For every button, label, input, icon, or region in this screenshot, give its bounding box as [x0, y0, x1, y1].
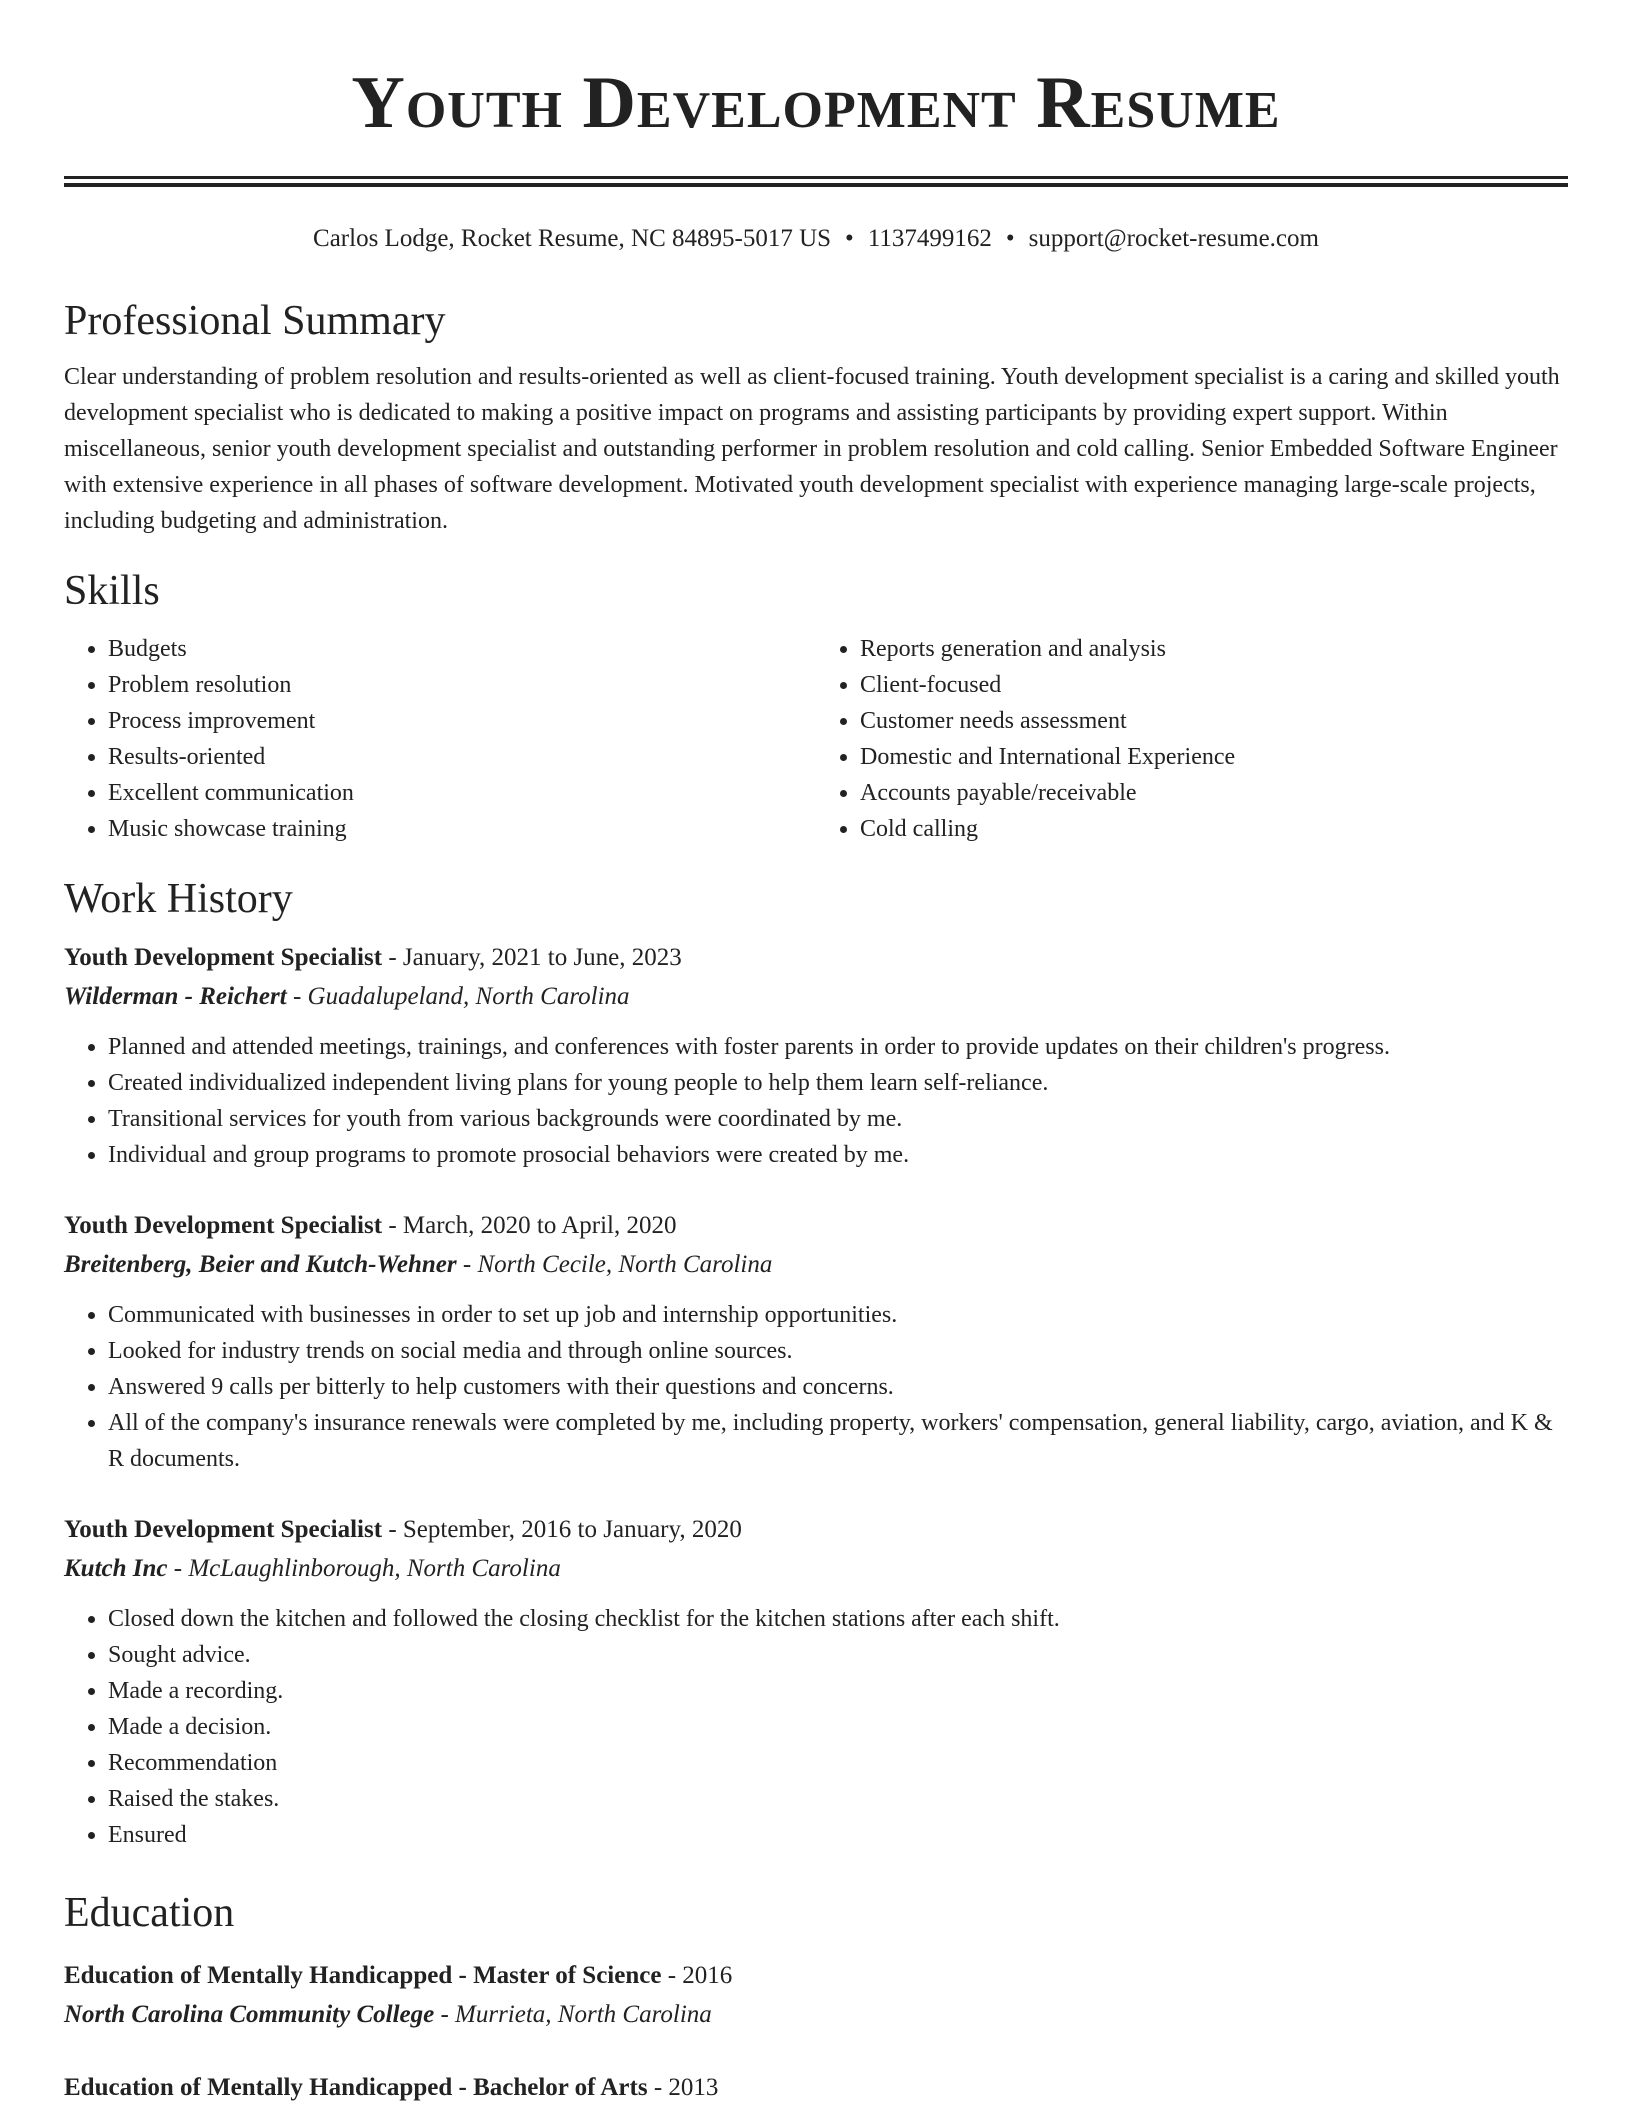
job-title: Youth Development Specialist [64, 1516, 383, 1543]
education-header [64, 1957, 1568, 1995]
skill-item: • Cold calling [860, 811, 1568, 847]
skills-column-right [816, 631, 1568, 847]
skill-item: • Excellent communication [108, 775, 816, 811]
education-header [64, 2069, 1568, 2107]
contact-address: Carlos Lodge, Rocket Resume, NC 84895-5017 US [313, 225, 832, 252]
job-bullet: • Ensured [108, 1817, 1568, 1853]
title-divider [64, 176, 1568, 187]
job-header [64, 1207, 1568, 1245]
summary-heading: Professional Summary [64, 298, 446, 344]
education-location: - Murrieta, North Carolina [434, 2001, 712, 2028]
job-title: Youth Development Specialist [64, 1212, 383, 1239]
education-entry [64, 1957, 1568, 2035]
job-header [64, 1511, 1568, 1549]
skill-item: • Accounts payable/receivable [860, 775, 1568, 811]
job-bullet: • Looked for industry trends on social media and through online sources. [108, 1333, 1568, 1369]
job-bullet: • All of the company's insurance renewals were completed by me, including property, workers' compensation, general liability, cargo, aviation, and K & R documents. [108, 1405, 1568, 1477]
contact-line [64, 223, 1568, 255]
contact-email: support@rocket-resume.com [1028, 225, 1319, 252]
skill-item: • Problem resolution [108, 667, 816, 703]
contact-separator: • [1005, 225, 1015, 252]
job-dates: - September, 2016 to January, 2020 [382, 1516, 742, 1543]
skill-item: • Client-focused [860, 667, 1568, 703]
job-employer [64, 1245, 1568, 1285]
job-bullet: • Transitional services for youth from various backgrounds were coordinated by me. [108, 1101, 1568, 1137]
job-bullets [64, 1601, 1568, 1853]
job-bullet: • Individual and group programs to promote prosocial behaviors were created by me. [108, 1137, 1568, 1173]
skills-column-left [64, 631, 816, 847]
job-company: Kutch Inc [64, 1555, 168, 1582]
contact-phone: 1137499162 [867, 225, 992, 252]
education-degree: Education of Mentally Handicapped - Bachelor of Arts [64, 2074, 648, 2101]
job-employer [64, 1549, 1568, 1589]
job-entry [64, 1207, 1568, 1477]
skill-item: • Budgets [108, 631, 816, 667]
education-heading: Education [64, 1890, 235, 1936]
job-company: Breitenberg, Beier and Kutch-Wehner [64, 1251, 457, 1278]
education-school: North Carolina Community College [64, 2001, 435, 2028]
job-entry [64, 1511, 1568, 1853]
skill-item: • Domestic and International Experience [860, 739, 1568, 775]
job-title: Youth Development Specialist [64, 944, 383, 971]
education-school-line [64, 1995, 1568, 2035]
skill-item: • Reports generation and analysis [860, 631, 1568, 667]
skills-list [64, 631, 1568, 847]
job-bullet: • Communicated with businesses in order to set up job and internship opportunities. [108, 1297, 1568, 1333]
job-employer [64, 977, 1568, 1017]
contact-separator: • [845, 225, 854, 252]
resume-title: Youth Development Resume [351, 62, 1281, 144]
job-bullets [64, 1029, 1568, 1173]
education-year: - 2016 [661, 1962, 733, 1989]
skill-item: • Process improvement [108, 703, 816, 739]
education-entry [64, 2069, 1568, 2107]
job-bullet: • Answered 9 calls per bitterly to help customers with their questions and concerns. [108, 1369, 1568, 1405]
skills-heading: Skills [64, 568, 160, 614]
resume-page [64, 0, 1568, 2107]
skill-item: • Music showcase training [108, 811, 816, 847]
job-bullet: • Closed down the kitchen and followed the closing checklist for the kitchen stations after each shift. [108, 1601, 1568, 1637]
job-bullet: • Made a recording. [108, 1673, 1568, 1709]
job-company: Wilderman - Reichert [64, 983, 287, 1010]
job-location: - Guadalupeland, North Carolina [286, 983, 630, 1010]
job-bullet: • Sought advice. [108, 1637, 1568, 1673]
job-header [64, 939, 1568, 977]
education-degree: Education of Mentally Handicapped - Master of Science [64, 1962, 662, 1989]
job-location: - North Cecile, North Carolina [456, 1251, 773, 1278]
job-bullet: • Created individualized independent living plans for young people to help them learn self-reliance. [108, 1065, 1568, 1101]
job-dates: - March, 2020 to April, 2020 [382, 1212, 677, 1239]
job-bullets [64, 1297, 1568, 1477]
summary-text: Clear understanding of problem resolution and results-oriented as well as client-focused training. Youth development specialist is a caring and skilled youth development specialist who is dedicated to making a positive impact on programs and assisting participants by providing expert support. Within miscellaneous, senior youth development specialist and outstanding performer in problem resolution and cold calling. Senior Embedded Software Engineer with extensive experience in all phases of software development. Motivated youth development specialist with experience managing large-scale projects, including budgeting and administration. [64, 364, 1560, 534]
job-entry [64, 939, 1568, 1173]
job-dates: - January, 2021 to June, 2023 [382, 944, 682, 971]
skill-item: • Customer needs assessment [860, 703, 1568, 739]
education-year: - 2013 [647, 2074, 719, 2101]
work-history-heading: Work History [64, 876, 293, 922]
job-location: - McLaughlinborough, North Carolina [167, 1555, 561, 1582]
job-bullet: • Planned and attended meetings, trainings, and conferences with foster parents in order to provide updates on their children's progress. [108, 1029, 1568, 1065]
job-bullet: • Made a decision. [108, 1709, 1568, 1745]
skill-item: • Results-oriented [108, 739, 816, 775]
job-bullet: • Recommendation [108, 1745, 1568, 1781]
job-bullet: • Raised the stakes. [108, 1781, 1568, 1817]
